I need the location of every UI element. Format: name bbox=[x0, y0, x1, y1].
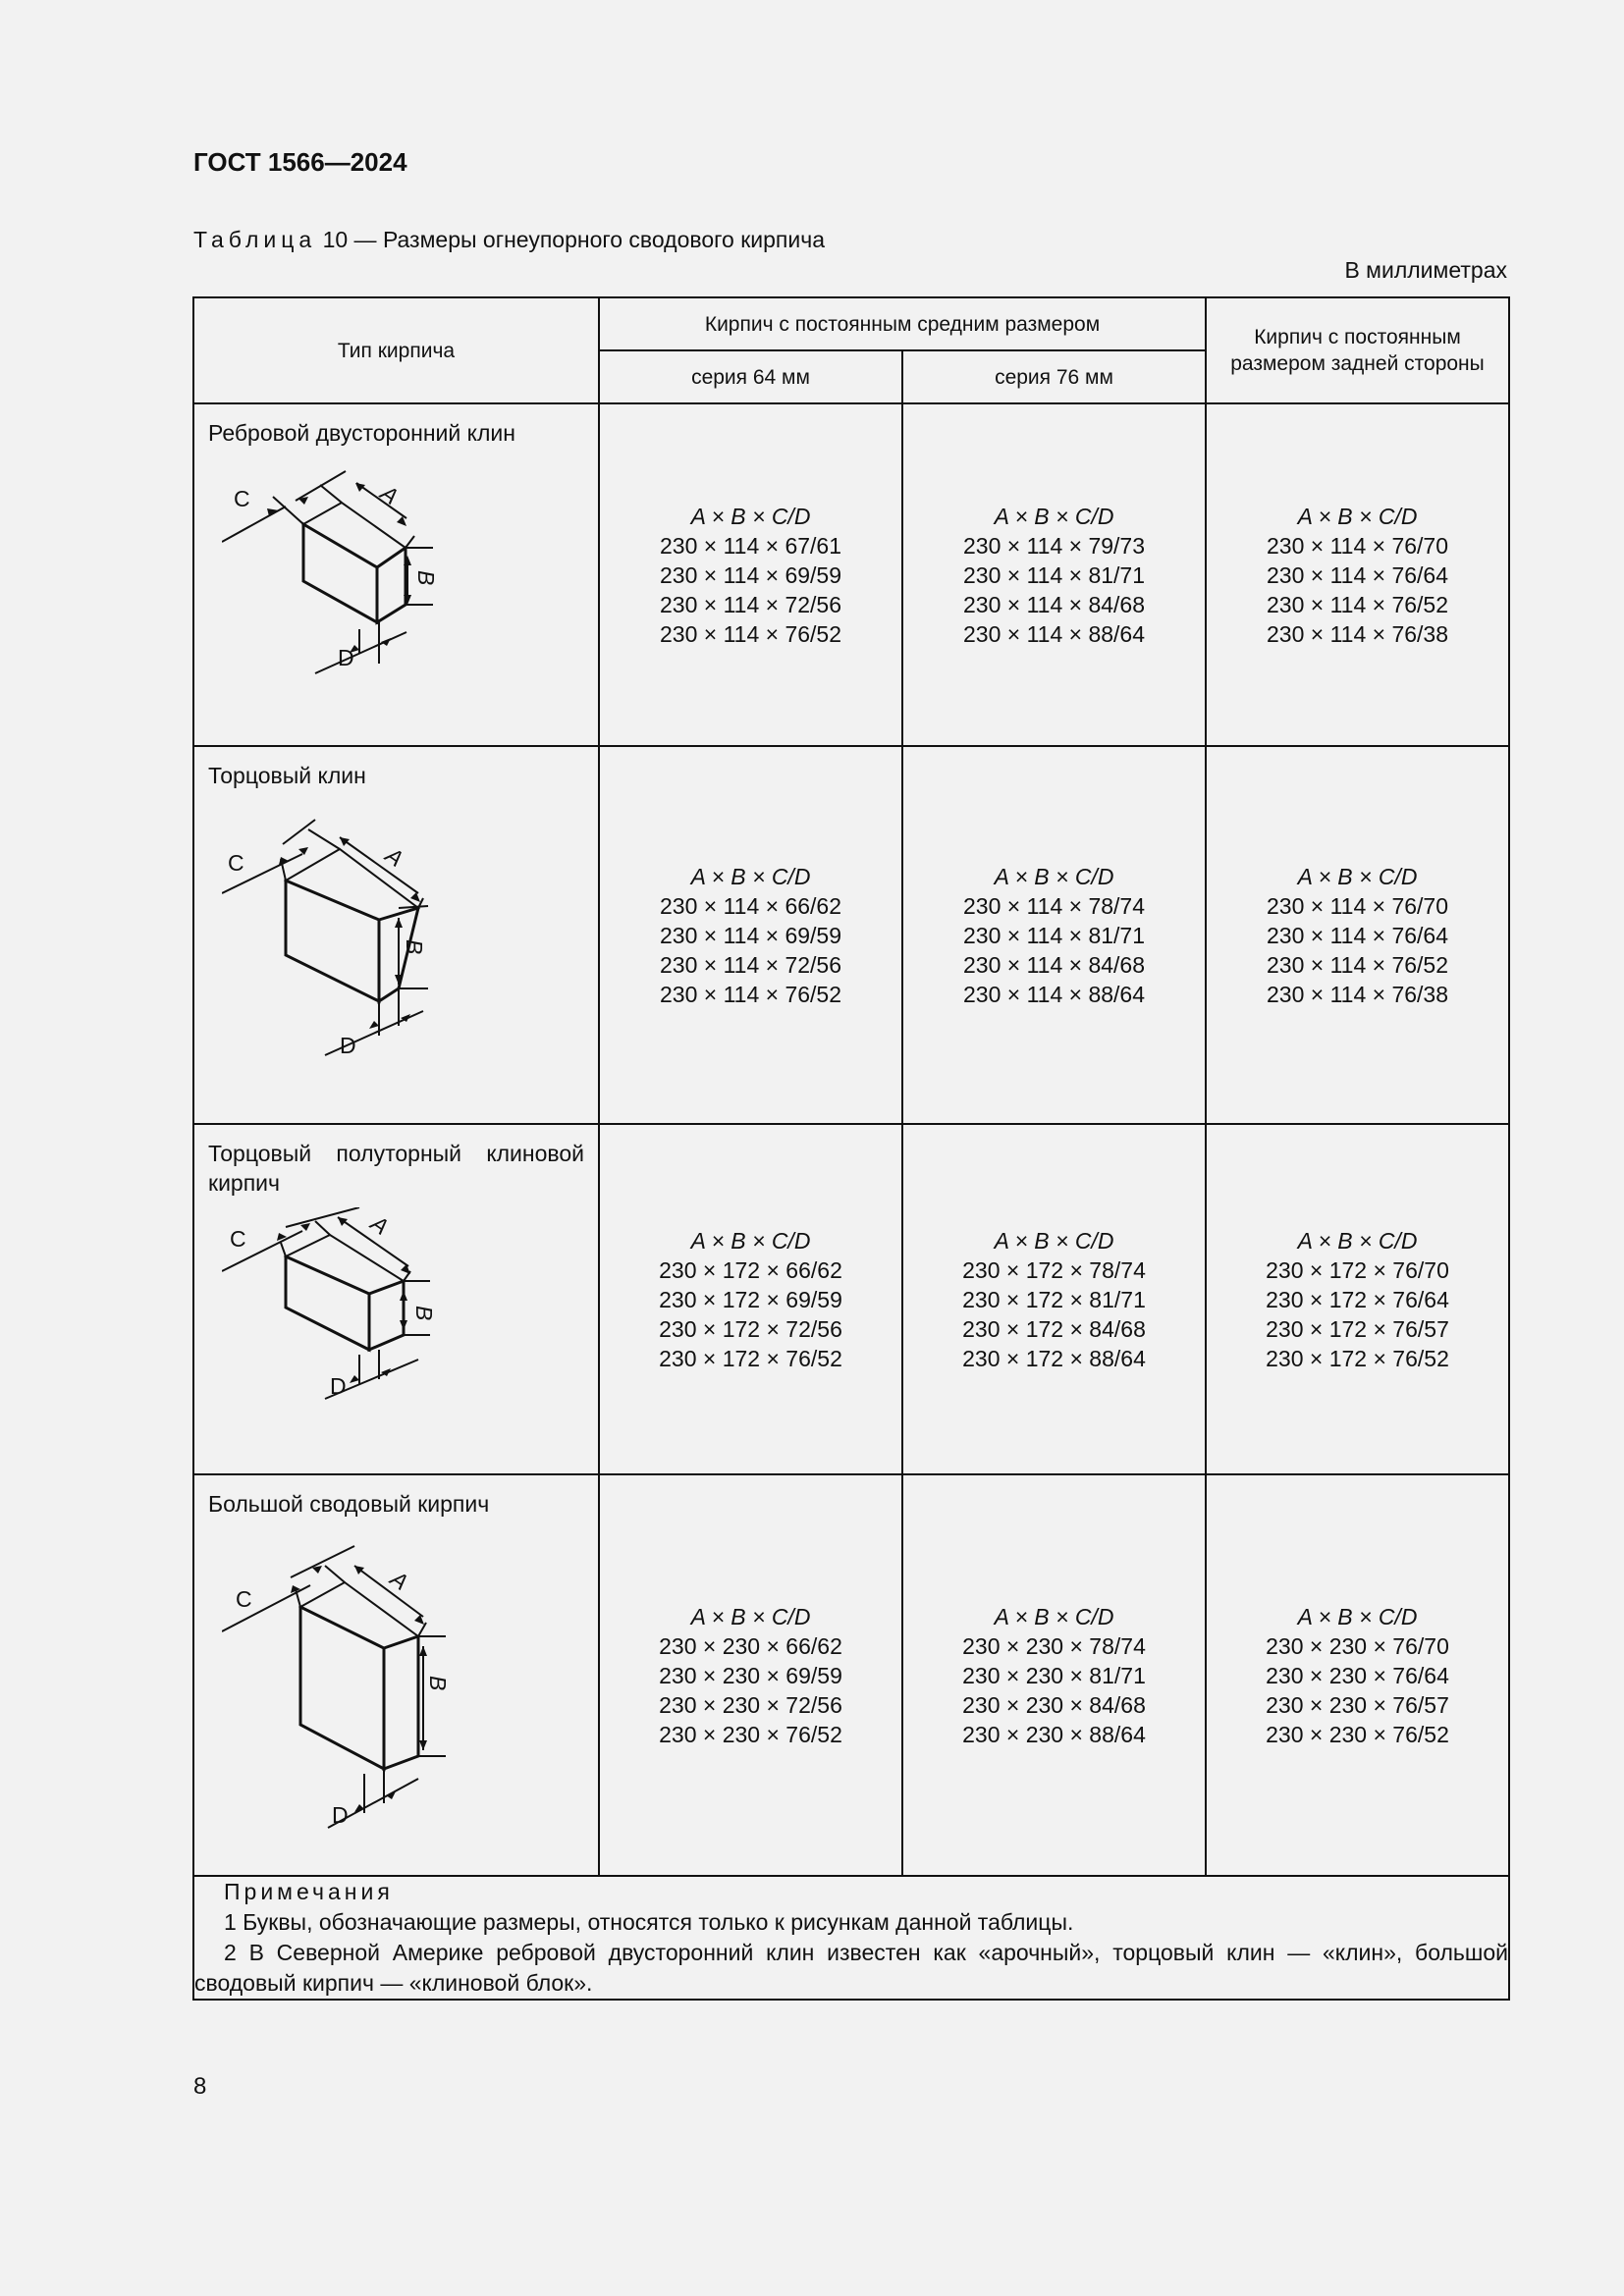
svg-text:B: B bbox=[425, 1676, 451, 1691]
size-value: 230 × 114 × 76/52 bbox=[659, 981, 842, 1007]
size-value: 230 × 114 × 84/68 bbox=[962, 951, 1146, 978]
units-note: В миллиметрах bbox=[1344, 257, 1507, 283]
size-value: 230 × 114 × 79/73 bbox=[962, 532, 1146, 559]
svg-text:C: C bbox=[234, 486, 250, 511]
formula-label: A × B × C/D bbox=[1297, 1227, 1418, 1254]
size-value: 230 × 114 × 67/61 bbox=[659, 532, 842, 559]
notes-title: Примечания bbox=[224, 1879, 394, 1904]
svg-text:D: D bbox=[338, 645, 354, 670]
table-caption-text: 10 — Размеры огнеупорного сводового кирпича bbox=[322, 227, 825, 252]
svg-text:C: C bbox=[236, 1586, 252, 1612]
size-value: 230 × 230 × 66/62 bbox=[659, 1632, 842, 1659]
back-side-cell bbox=[1206, 403, 1509, 746]
type-cell bbox=[193, 746, 599, 1124]
size-value: 230 × 230 × 84/68 bbox=[962, 1691, 1146, 1718]
table-caption bbox=[193, 227, 825, 253]
svg-text:B: B bbox=[402, 939, 427, 955]
size-value: 230 × 114 × 76/38 bbox=[1266, 620, 1449, 647]
formula-label: A × B × C/D bbox=[994, 503, 1114, 529]
size-value: 230 × 114 × 88/64 bbox=[962, 620, 1146, 647]
size-value: 230 × 114 × 81/71 bbox=[962, 561, 1146, 588]
brick-type-name: Торцовый полуторный клиновой кирпич bbox=[208, 1141, 584, 1196]
size-value: 230 × 230 × 81/71 bbox=[962, 1662, 1146, 1688]
size-value: 230 × 172 × 72/56 bbox=[659, 1315, 842, 1342]
size-value: 230 × 172 × 78/74 bbox=[962, 1256, 1146, 1283]
size-value: 230 × 172 × 76/70 bbox=[1266, 1256, 1449, 1283]
formula-label: A × B × C/D bbox=[994, 863, 1114, 889]
series-76-cell bbox=[902, 403, 1206, 746]
formula-label: A × B × C/D bbox=[994, 1227, 1114, 1254]
type-cell bbox=[193, 1124, 599, 1474]
note-item: 2 В Северной Америке ребровой двусторонний клин известен как «арочный», торцовый клин — «клин», большой сводовый кирпич — «клиновой блок». bbox=[194, 1940, 1508, 1996]
header-constant-back: Кирпич с постоянным размером задней стороны bbox=[1206, 297, 1509, 403]
svg-text:C: C bbox=[230, 1226, 246, 1252]
formula-label: A × B × C/D bbox=[994, 1603, 1114, 1629]
brick-figure-large-arch bbox=[222, 1528, 507, 1833]
size-value: 230 × 114 × 76/52 bbox=[659, 620, 842, 647]
size-value: 230 × 172 × 76/57 bbox=[1266, 1315, 1449, 1342]
table-caption-label: Таблица bbox=[193, 227, 317, 252]
svg-text:A: A bbox=[381, 841, 408, 872]
size-value: 230 × 230 × 76/52 bbox=[659, 1721, 842, 1747]
size-value: 230 × 114 × 78/74 bbox=[962, 892, 1146, 919]
size-value: 230 × 114 × 69/59 bbox=[659, 922, 842, 948]
formula-label: A × B × C/D bbox=[690, 1603, 811, 1629]
brick-figure-end-wedge-15 bbox=[222, 1207, 507, 1423]
size-value: 230 × 114 × 76/64 bbox=[1266, 561, 1449, 588]
size-value: 230 × 172 × 76/52 bbox=[1266, 1345, 1449, 1371]
series-76-cell bbox=[902, 746, 1206, 1124]
svg-text:A: A bbox=[376, 479, 404, 509]
formula-label: A × B × C/D bbox=[690, 863, 811, 889]
document-header: ГОСТ 1566—2024 bbox=[193, 147, 407, 177]
header-series-64: серия 64 мм bbox=[599, 350, 902, 403]
size-value: 230 × 230 × 76/52 bbox=[1266, 1721, 1449, 1747]
size-value: 230 × 230 × 72/56 bbox=[659, 1691, 842, 1718]
size-value: 230 × 114 × 69/59 bbox=[659, 561, 842, 588]
size-value: 230 × 172 × 69/59 bbox=[659, 1286, 842, 1312]
size-value: 230 × 114 × 81/71 bbox=[962, 922, 1146, 948]
brick-figure-arch bbox=[222, 457, 507, 703]
svg-text:B: B bbox=[413, 570, 439, 586]
svg-text:A: A bbox=[366, 1209, 394, 1240]
table-row bbox=[193, 1474, 1509, 1876]
formula-label: A × B × C/D bbox=[690, 503, 811, 529]
series-64-cell bbox=[599, 1124, 902, 1474]
svg-text:B: B bbox=[411, 1306, 437, 1321]
svg-text:D: D bbox=[332, 1802, 349, 1828]
notes-cell bbox=[193, 1876, 1509, 2000]
formula-label: A × B × C/D bbox=[1297, 1603, 1418, 1629]
formula-label: A × B × C/D bbox=[1297, 503, 1418, 529]
size-value: 230 × 172 × 76/52 bbox=[659, 1345, 842, 1371]
type-cell bbox=[193, 1474, 599, 1876]
brick-type-name: Большой сводовый кирпич bbox=[208, 1491, 490, 1517]
size-value: 230 × 114 × 76/52 bbox=[1266, 951, 1449, 978]
svg-text:D: D bbox=[340, 1033, 356, 1058]
size-value: 230 × 114 × 76/38 bbox=[1266, 981, 1449, 1007]
series-64-cell bbox=[599, 403, 902, 746]
page-number: 8 bbox=[193, 2073, 207, 2100]
size-value: 230 × 230 × 78/74 bbox=[962, 1632, 1146, 1659]
brick-figure-end-wedge bbox=[222, 800, 507, 1085]
size-value: 230 × 114 × 76/64 bbox=[1266, 922, 1449, 948]
size-value: 230 × 172 × 81/71 bbox=[962, 1286, 1146, 1312]
size-value: 230 × 114 × 66/62 bbox=[659, 892, 842, 919]
table-row bbox=[193, 1124, 1509, 1474]
series-64-cell bbox=[599, 746, 902, 1124]
series-64-cell bbox=[599, 1474, 902, 1876]
back-side-cell bbox=[1206, 746, 1509, 1124]
size-value: 230 × 172 × 76/64 bbox=[1266, 1286, 1449, 1312]
table-row bbox=[193, 746, 1509, 1124]
size-value: 230 × 114 × 72/56 bbox=[659, 951, 842, 978]
size-value: 230 × 172 × 84/68 bbox=[962, 1315, 1146, 1342]
formula-label: A × B × C/D bbox=[1297, 863, 1418, 889]
size-value: 230 × 230 × 76/64 bbox=[1266, 1662, 1449, 1688]
svg-text:D: D bbox=[330, 1373, 347, 1399]
series-76-cell bbox=[902, 1124, 1206, 1474]
header-constant-mean: Кирпич с постоянным средним размером bbox=[599, 297, 1206, 350]
size-value: 230 × 114 × 84/68 bbox=[962, 591, 1146, 617]
svg-text:C: C bbox=[228, 850, 244, 876]
header-series-76: серия 76 мм bbox=[902, 350, 1206, 403]
brick-type-name: Торцовый клин bbox=[208, 763, 366, 788]
size-value: 230 × 114 × 88/64 bbox=[962, 981, 1146, 1007]
brick-dimensions-table bbox=[192, 296, 1510, 2001]
back-side-cell bbox=[1206, 1124, 1509, 1474]
series-76-cell bbox=[902, 1474, 1206, 1876]
size-value: 230 × 114 × 76/52 bbox=[1266, 591, 1449, 617]
table-row bbox=[193, 403, 1509, 746]
header-type: Тип кирпича bbox=[193, 297, 599, 403]
notes-row bbox=[193, 1876, 1509, 2000]
brick-type-name: Ребровой двусторонний клин bbox=[208, 420, 515, 446]
size-value: 230 × 230 × 88/64 bbox=[962, 1721, 1146, 1747]
formula-label: A × B × C/D bbox=[690, 1227, 811, 1254]
size-value: 230 × 230 × 76/57 bbox=[1266, 1691, 1449, 1718]
svg-text:A: A bbox=[386, 1565, 413, 1595]
size-value: 230 × 172 × 88/64 bbox=[962, 1345, 1146, 1371]
size-value: 230 × 114 × 76/70 bbox=[1266, 532, 1449, 559]
type-cell bbox=[193, 403, 599, 746]
size-value: 230 × 230 × 69/59 bbox=[659, 1662, 842, 1688]
back-side-cell bbox=[1206, 1474, 1509, 1876]
size-value: 230 × 114 × 76/70 bbox=[1266, 892, 1449, 919]
size-value: 230 × 172 × 66/62 bbox=[659, 1256, 842, 1283]
size-value: 230 × 230 × 76/70 bbox=[1266, 1632, 1449, 1659]
note-item: 1 Буквы, обозначающие размеры, относятся только к рисункам данной таблицы. bbox=[224, 1909, 1074, 1935]
size-value: 230 × 114 × 72/56 bbox=[659, 591, 842, 617]
